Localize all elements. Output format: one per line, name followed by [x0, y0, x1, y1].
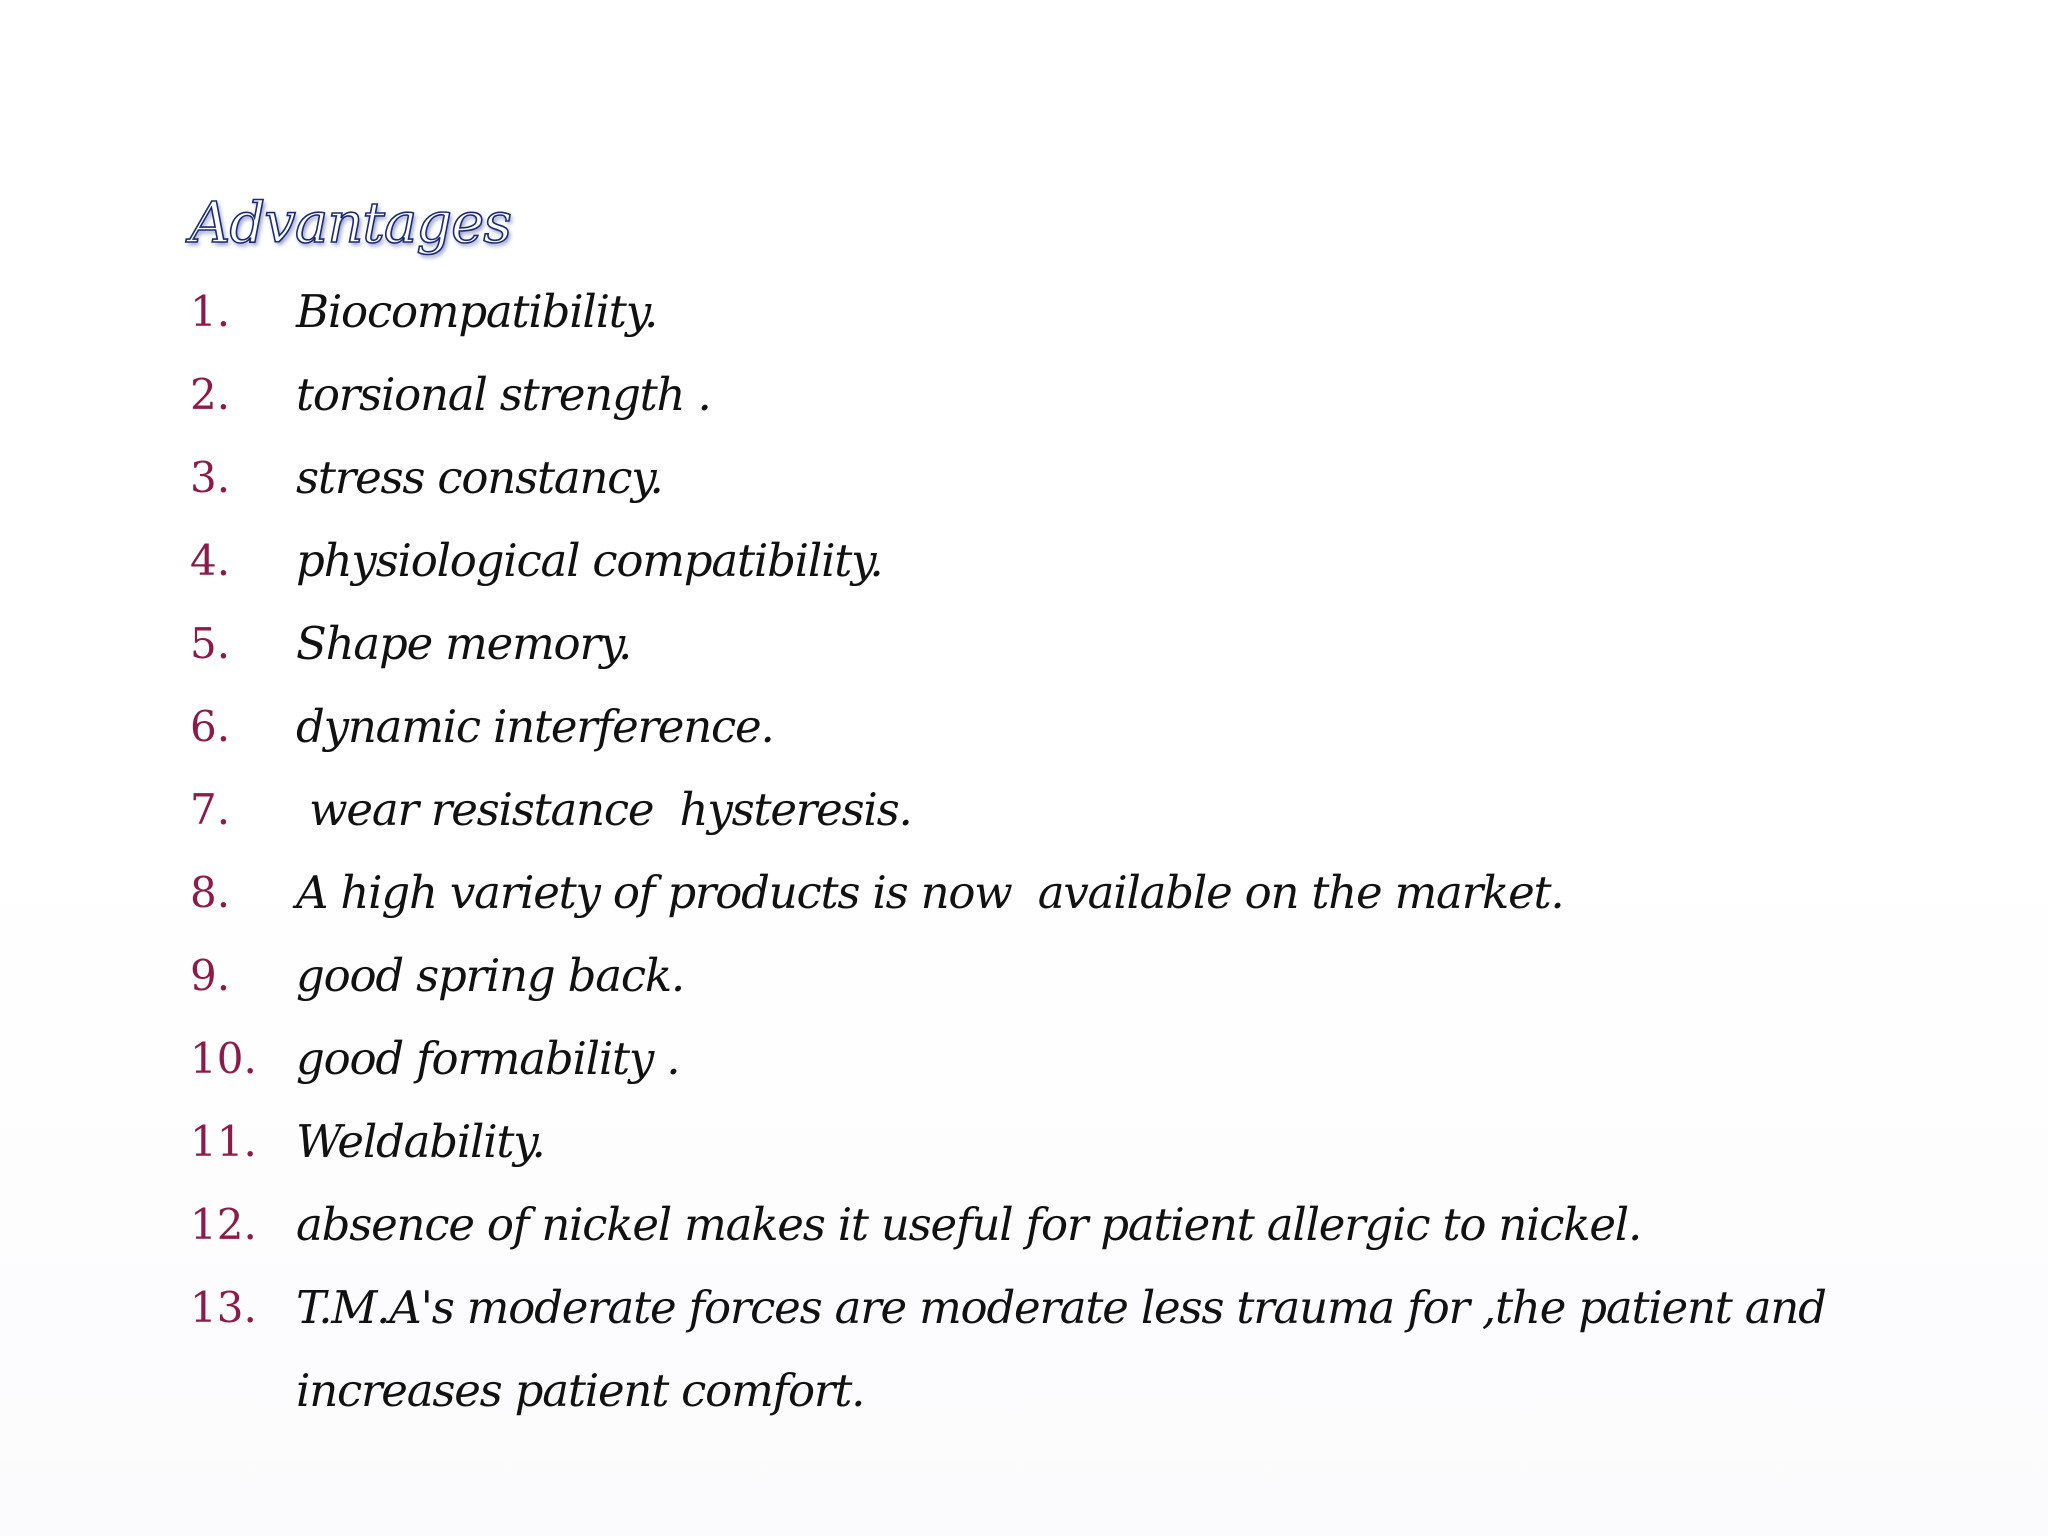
list-item-text: Shape memory. — [296, 617, 632, 670]
list-item — [190, 1100, 1890, 1183]
list-item-text: Biocompatibility. — [296, 285, 658, 338]
list-item-text: good formability . — [296, 1032, 680, 1085]
list-item-text: torsional strength . — [296, 368, 711, 421]
list-item-text: absence of nickel makes it useful for patient allergic to nickel. — [296, 1198, 1642, 1251]
list-item-number: 10. — [190, 1034, 257, 1083]
list-item-number: 5. — [190, 619, 231, 668]
list-item — [190, 1266, 1890, 1432]
list-item — [190, 851, 1890, 934]
list-item — [190, 602, 1890, 685]
list-item-number: 8. — [190, 868, 231, 917]
advantage-list — [190, 270, 1890, 1432]
list-item — [190, 1017, 1890, 1100]
list-item-number: 9. — [190, 951, 231, 1000]
list-item-text: wear resistance hysteresis. — [296, 783, 912, 836]
list-item-number: 7. — [190, 785, 231, 834]
list-item-number: 12. — [190, 1200, 257, 1249]
list-item-text: Weldability. — [296, 1115, 545, 1168]
list-item-number: 2. — [190, 370, 231, 419]
list-item-text: A high variety of products is now available on the market. — [296, 866, 1564, 919]
list-item-number: 4. — [190, 536, 231, 585]
list-item — [190, 519, 1890, 602]
list-item-text: T.M.A's moderate forces are moderate less trauma for ,the patient and increases patient comfort. — [296, 1281, 1839, 1417]
list-item — [190, 1183, 1890, 1266]
list-item-text: dynamic interference. — [296, 700, 774, 753]
list-item-text: physiological compatibility. — [296, 534, 883, 587]
list-item — [190, 768, 1890, 851]
list-item-text: good spring back. — [296, 949, 685, 1002]
list-item-number: 1. — [190, 287, 231, 336]
list-item — [190, 685, 1890, 768]
list-item-number: 11. — [190, 1117, 257, 1166]
list-item-number: 6. — [190, 702, 231, 751]
list-item — [190, 934, 1890, 1017]
list-item-number: 13. — [190, 1283, 257, 1332]
list-item — [190, 436, 1890, 519]
list-item — [190, 270, 1890, 353]
list-item-number: 3. — [190, 453, 231, 502]
list-item — [190, 353, 1890, 436]
list-item-text: stress constancy. — [296, 451, 663, 504]
slide-title: Advantages — [190, 191, 511, 256]
